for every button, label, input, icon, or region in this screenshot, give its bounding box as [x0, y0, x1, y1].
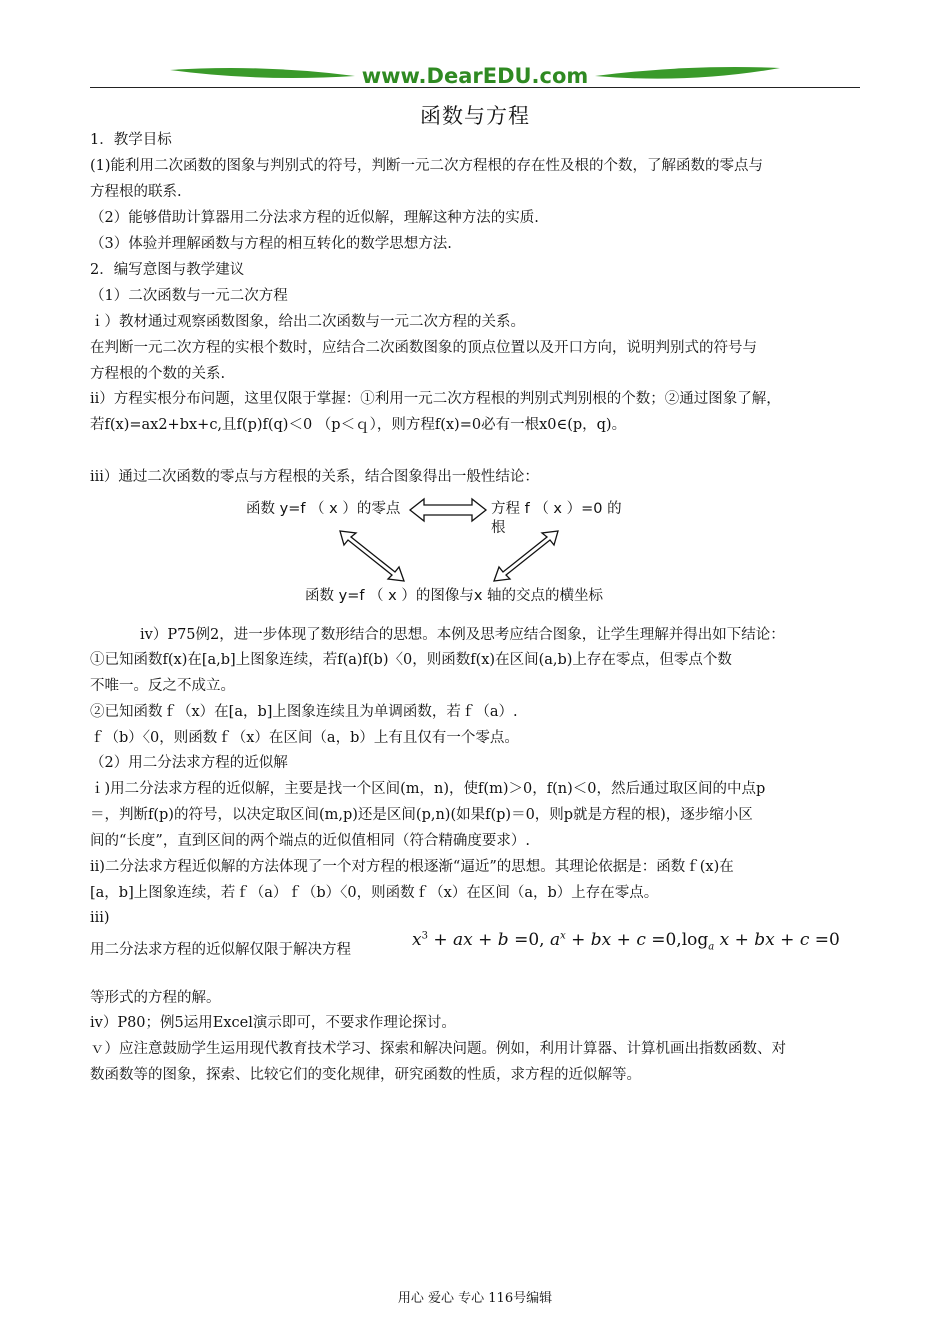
- paragraph-line: ｉ）教材通过观察函数图象，给出二次函数与一元二次方程的关系。: [90, 314, 525, 330]
- paragraph-line: iii）通过二次函数的零点与方程根的关系，结合图象得出一般性结论：: [90, 469, 539, 485]
- page-footer: 用心 爱心 专心 116号编辑: [397, 1291, 553, 1306]
- paragraph-line: ①已知函数f(x)在[a,b]上图象连续，若f(a)f(b)〈0，则函数f(x)在区间(a,b)上存在零点，但零点个数: [90, 652, 732, 668]
- page-title: 函数与方程: [420, 104, 530, 128]
- paragraph-line: ＝，判断f(p)的符号，以决定取区间(m,p)还是区间(p,n)(如果f(p)＝0，则p就是方程的根)，逐步缩小区: [90, 807, 753, 823]
- paragraph-line: ｉ)用二分法求方程的近似解，主要是找一个区间(m，n)，使f(m)＞0，f(n)＜0，然后通过取区间的中点p: [90, 781, 766, 797]
- diagram-box-root-2: 根: [491, 520, 506, 536]
- logo-text: www.DearEDU.com: [361, 64, 589, 88]
- double-arrow-diagonal-right-icon: [490, 527, 562, 585]
- paragraph-line: （2）能够借助计算器用二分法求方程的近似解，理解这种方法的实质.: [90, 210, 539, 226]
- double-arrow-diagonal-left-icon: [336, 527, 408, 585]
- paragraph-line: ii）方程实根分布问题，这里仅限于掌握：①利用一元二次方程根的判别式判别根的个数；②通过图象了解，: [90, 391, 781, 407]
- diagram-box-root-1: 方程 f （ x ）=0 的: [491, 501, 622, 517]
- paragraph-line: ｖ）应注意鼓励学生运用现代教育技术学习、探索和解决问题。例如，利用计算器、计算机画出指数函数、对: [90, 1041, 786, 1057]
- paragraph-line: 间的“长度”，直到区间的两个端点的近似值相同（符合精确度要求）.: [90, 833, 530, 849]
- header-logo: [170, 62, 780, 90]
- paragraph-line: iv）P80；例5运用Excel演示即可，不要求作理论探讨。: [90, 1015, 456, 1031]
- paragraph-line: iii): [90, 910, 110, 926]
- paragraph-line: ii)二分法求方程近似解的方法体现了一个对方程的根逐渐“逼近”的思想。其理论依据是：函数ｆ(x)在: [90, 859, 734, 875]
- formula: $x^3$ + ax + b =0, $a^x$ + bx + $c =0,\log_a$ x + bx + c =0: [412, 930, 840, 953]
- paragraph-line: ｆ（b）〈0，则函数ｆ（x）在区间（a，b）上有且仅有一个零点。: [90, 730, 519, 746]
- header-rule: [90, 87, 860, 88]
- heading-intent: 2．编写意图与教学建议: [90, 262, 245, 278]
- paragraph-line: 等形式的方程的解。: [90, 990, 221, 1006]
- heading-objectives: 1．教学目标: [90, 132, 172, 148]
- paragraph-line: 方程根的个数的关系.: [90, 366, 226, 382]
- diagram-box-zero: 函数 y=f （ x ）的零点: [246, 501, 401, 517]
- paragraph-line: 在判断一元二次方程的实根个数时，应结合二次函数图象的顶点位置以及开口方向，说明判别式的符号与: [90, 340, 757, 356]
- paragraph-line: 方程根的联系.: [90, 184, 182, 200]
- paragraph-line: [a，b]上图象连续，若ｆ（a）ｆ（b）〈0，则函数ｆ（x）在区间（a，b）上存在零点。: [90, 885, 659, 901]
- double-arrow-horizontal-icon: [408, 497, 488, 523]
- subheading: （1）二次函数与一元二次方程: [90, 288, 288, 304]
- paragraph-line: 数函数等的图象，探索、比较它们的变化规律，研究函数的性质，求方程的近似解等。: [90, 1067, 641, 1083]
- subheading: （2）用二分法求方程的近似解: [90, 755, 288, 771]
- paragraph-line: 若f(x)=ax2+bx+c,且f(p)f(q)＜0 （p＜ｑ），则方程f(x)=0必有一根x0∈(p，q)。: [90, 417, 627, 433]
- formula-prefix: 用二分法求方程的近似解仅限于解决方程: [90, 942, 351, 958]
- diagram-box-intersection: 函数 y=f （ x ）的图像与x 轴的交点的横坐标: [305, 588, 604, 604]
- paragraph-line: iv）P75例2，进一步体现了数形结合的思想。本例及思考应结合图象，让学生理解并得出如下结论：: [140, 627, 785, 643]
- paragraph-line: ②已知函数ｆ（x）在[a，b]上图象连续且为单调函数，若ｆ（a）.: [90, 704, 518, 720]
- paragraph-line: 不唯一。反之不成立。: [90, 678, 235, 694]
- paragraph-line: （3）体验并理解函数与方程的相互转化的数学思想方法.: [90, 236, 452, 252]
- paragraph-line: (1)能利用二次函数的图象与判别式的符号，判断一元二次方程根的存在性及根的个数，了解函数的零点与: [90, 158, 764, 174]
